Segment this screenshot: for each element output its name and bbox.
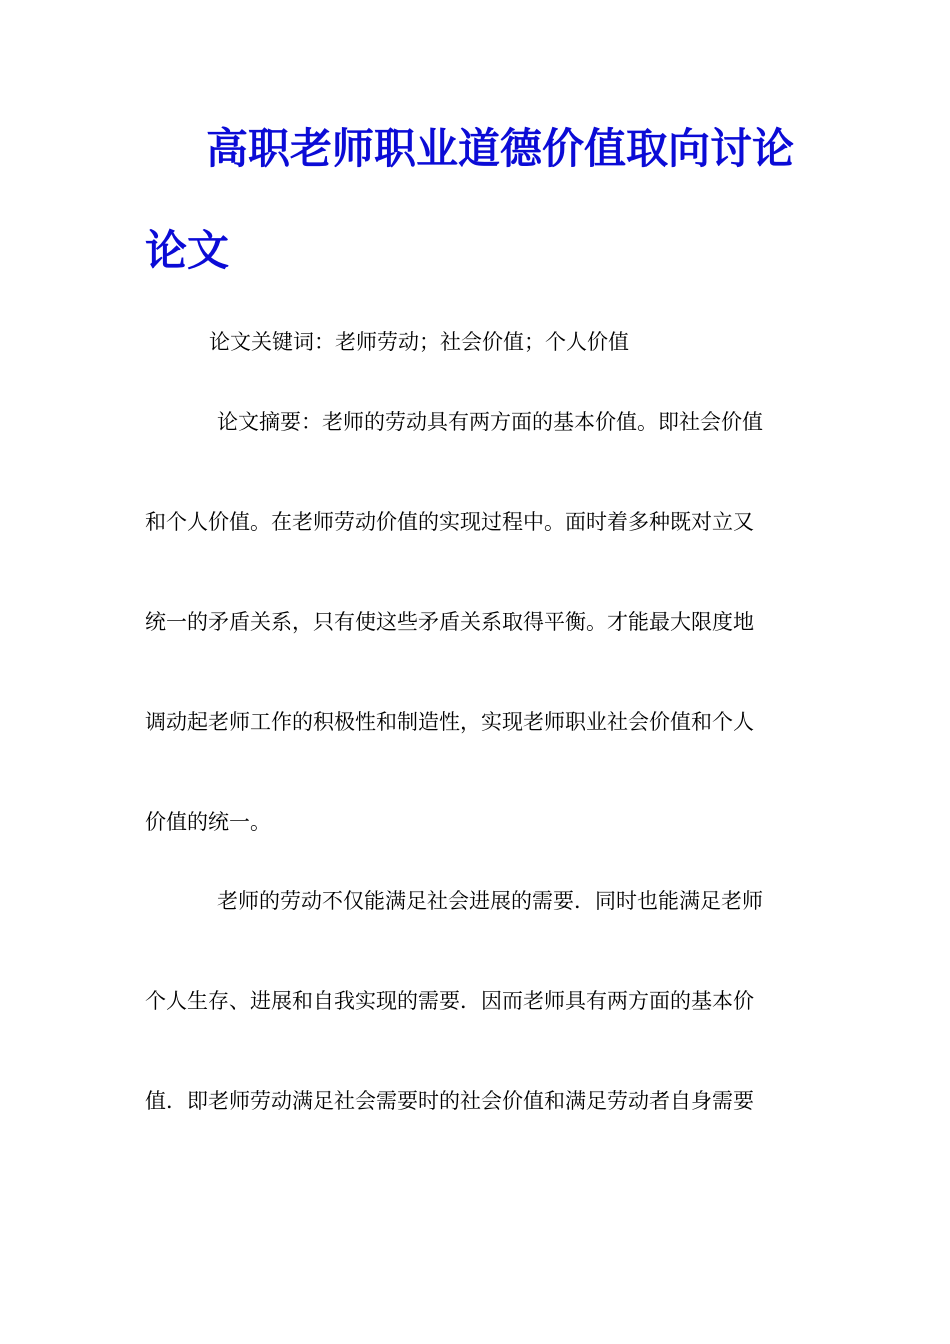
abstract-line-3: 统一的矛盾关系，只有使这些矛盾关系取得平衡。才能最大限度地 bbox=[145, 610, 754, 634]
body-paragraph-line-1: 老师的劳动不仅能满足社会进展的需要．同时也能满足老师 bbox=[217, 889, 763, 913]
abstract-line-5: 价值的统一。 bbox=[145, 810, 271, 834]
abstract-line-1: 论文摘要：老师的劳动具有两方面的基本价值。即社会价值 bbox=[217, 410, 763, 434]
abstract-line-4: 调动起老师工作的积极性和制造性，实现老师职业社会价值和个人 bbox=[145, 710, 754, 734]
document-title-line-1: 高职老师职业道德价值取向讨论 bbox=[206, 124, 795, 173]
body-paragraph-line-2: 个人生存、进展和自我实现的需要．因而老师具有两方面的基本价 bbox=[145, 989, 754, 1013]
keywords-line: 论文关键词：老师劳动；社会价值；个人价值 bbox=[209, 330, 629, 354]
body-paragraph-line-3: 值．即老师劳动满足社会需要时的社会价值和满足劳动者自身需要 bbox=[145, 1089, 754, 1113]
abstract-line-2: 和个人价值。在老师劳动价值的实现过程中。面时着多种既对立又 bbox=[145, 510, 754, 534]
document-title-line-2: 论文 bbox=[145, 226, 230, 275]
